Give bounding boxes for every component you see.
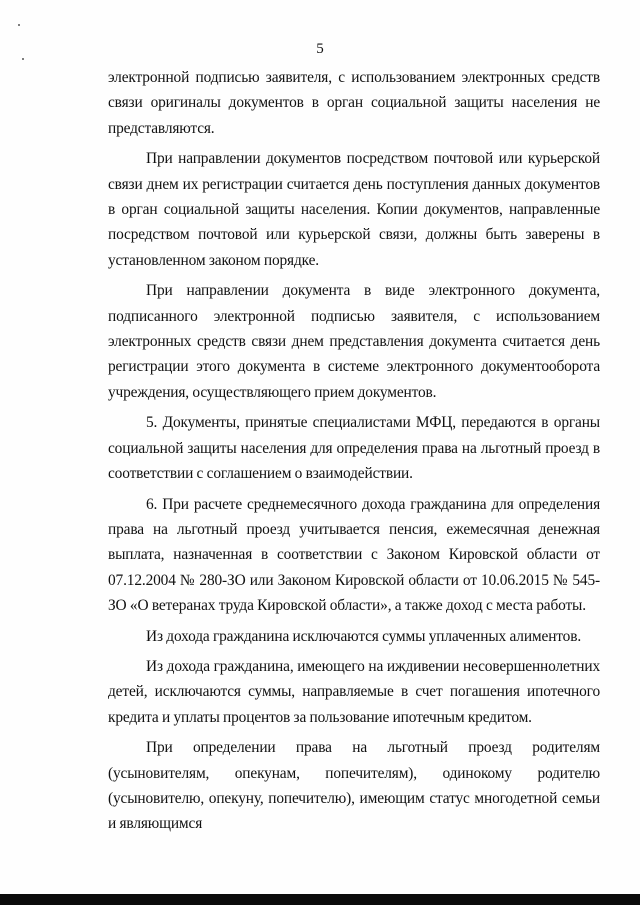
paragraph-large-family: При определении права на льготный проезд родителям (усыновителям, опекунам, попечителям), одинокому родителю (усыновителю, опекуну, попечителю), имеющим статус многодетной семьи и являющимся — [108, 739, 600, 833]
scan-bottom-edge — [0, 894, 640, 905]
paragraph-alimony: Из дохода гражданина исключаются суммы уплаченных алиментов. — [146, 627, 582, 645]
paragraph-continuation: электронной подписью заявителя, с использованием электронных средств связи оригиналы документов в орган социальной защиты населения не представляются. — [108, 69, 600, 137]
paragraph-mortgage: Из дохода гражданина, имеющего на иждивении несовершеннолетних детей, исключаются суммы, направляемые в счет погашения ипотечного кредита и уплаты процентов за пользование ипотечным кредитом. — [108, 657, 600, 726]
paragraph-postal-delivery: При направлении документов посредством почтовой или курьерской связи днем их регистрации считается день поступления данных документов в орган социальной защиты населения. Копии документов, направленные посредством почтовой или курьерской связи, должны быть заверены в установленном законом порядке. — [108, 150, 600, 269]
scan-speck — [18, 24, 20, 26]
paragraph-electronic-document: При направлении документа в виде электронного документа, подписанного электронной подписью заявителя, с использованием электронных средств связи днем представления документа считается день регистрации этого документа в системе электронного документооборота учреждения, осуществляющего прием документов. — [108, 282, 600, 401]
paragraph-item-6: 6. При расчете среднемесячного дохода гражданина для определения права на льготный проезд учитывается пенсия, ежемесячная денежная выплата, назначенная в соответствии с Законом Кировской области от 07.12.2004 № 280-ЗО или Законом Кировской области от 10.06.2015 № 545-ЗО «О ветеранах труда Кировской области», а также доход с места работы. — [108, 495, 600, 615]
document-body — [108, 65, 600, 842]
page-number: 5 — [316, 41, 324, 57]
paragraph-item-5: 5. Документы, принятые специалистами МФЦ, передаются в органы социальной защиты населения для определения права на льготный проезд в соответствии с соглашением о взаимодействии. — [108, 414, 600, 483]
scan-speck — [22, 58, 24, 60]
